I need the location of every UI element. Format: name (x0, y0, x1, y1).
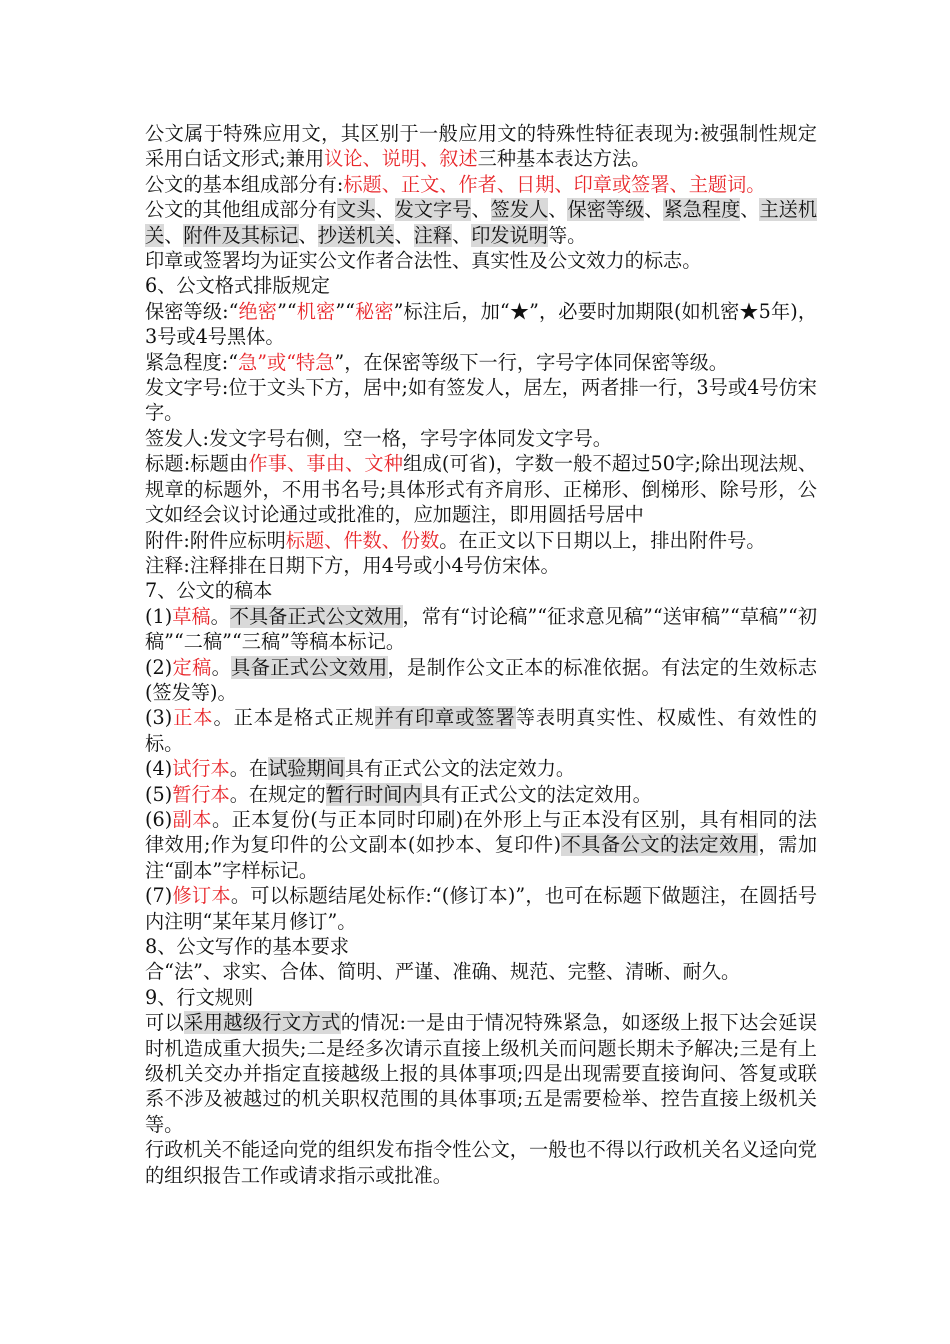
highlighted-term: 抄送机关 (317, 223, 395, 247)
highlighted-term: 注释 (413, 223, 452, 247)
paragraph (145, 426, 817, 451)
paragraph (145, 248, 817, 273)
highlighted-term: 采用越级行文方式 (184, 1011, 341, 1035)
text-run: 、 (375, 198, 395, 222)
text-run: 。在 (229, 757, 269, 781)
text-run: 等表明真实性、权威性、有效性的标。 (145, 706, 818, 755)
text-run: 、 (394, 223, 414, 247)
text-run: 、 (644, 198, 664, 222)
text-run: 、 (452, 223, 472, 247)
text-run: 具有正式公文的法定效用。 (421, 782, 652, 806)
paragraph (145, 197, 817, 248)
highlighted-term: 暂行时间内 (325, 782, 422, 806)
text-run: 8、公文写作的基本要求 (145, 935, 350, 958)
text-run: 。正本复份(与正本同时印刷)在外形上与正本没有区别，具有相同的法律效用;作为复印件的公文副本(如抄本、复印件) (145, 807, 817, 857)
highlighted-term: 附件及其标记 (183, 223, 299, 247)
text-run: 三种基本表达方法。 (477, 147, 651, 171)
text-run: 公文的基本组成部分有: (145, 172, 344, 196)
text-run: ，常有“讨论稿”“征求意见稿”“送审稿”“草稿”“初稿”“二稿”“三稿”等稿本标记。 (145, 604, 818, 654)
text-run: 具有正式公文的法定效力。 (344, 757, 576, 781)
text-run: 。 (211, 655, 232, 679)
text-run: 附件:附件应标明 (145, 528, 286, 552)
highlighted-term: 并有印章或签署 (374, 706, 516, 730)
text-run: 7、公文的稿本 (145, 579, 273, 603)
text-run: 标题:标题由 (145, 452, 249, 476)
text-run: 可以 (145, 1011, 185, 1035)
text-run: 。在正文以下日期以上，排出附件号。 (439, 528, 766, 552)
paragraph (145, 299, 817, 350)
paragraph (145, 1137, 817, 1188)
text-run: ”“ (335, 299, 355, 323)
text-run: ，是制作公文正本的标准依据。有法定的生效标志(签发等)。 (145, 655, 818, 704)
highlighted-term: 紧急程度 (663, 198, 741, 222)
paragraph (145, 604, 817, 655)
text-run: 注释:注释排在日期下方，用4号或小4号仿宋体。 (145, 553, 560, 577)
highlighted-term: 不具备公文的法定效用 (561, 833, 759, 857)
text-run: 签发人:发文字号右侧，空一格，字号字体同发文字号。 (145, 426, 612, 450)
text-run: 发文字号:位于文头下方，居中;如有签发人，居左，两者排一行，3号或4号仿宋字。 (145, 376, 817, 425)
text-run: (7) (145, 884, 173, 908)
text-run: 公文的其他组成部分有 (145, 198, 338, 222)
paragraph (145, 934, 817, 959)
paragraph (145, 350, 817, 375)
text-run: 、 (740, 198, 760, 222)
paragraph (145, 375, 817, 426)
text-run: 6、公文格式排版规定 (145, 274, 330, 298)
highlighted-term: 签发人 (490, 198, 549, 222)
paragraph (145, 959, 817, 984)
red-term: 副本 (172, 807, 212, 831)
paragraph (145, 655, 817, 706)
highlighted-term: 文头 (337, 198, 376, 222)
highlighted-term: 印发说明 (471, 223, 548, 247)
text-run: 合“法”、求实、合体、简明、严谨、准确、规范、完整、清晰、耐久。 (145, 960, 741, 984)
red-term: 机密 (296, 299, 336, 323)
paragraph (145, 705, 817, 756)
highlighted-term: 保密等级 (567, 198, 645, 222)
red-term: 议论、说明、叙述 (324, 147, 478, 171)
red-term: 正本 (172, 706, 214, 730)
text-run: 、 (298, 223, 318, 247)
text-run: (6) (145, 807, 173, 831)
red-term: 秘密 (354, 299, 394, 323)
text-run: 、 (548, 198, 568, 222)
text-run: 、 (471, 198, 491, 222)
paragraph (145, 807, 817, 883)
highlighted-term: 主送机关 (145, 198, 818, 247)
paragraph (145, 578, 817, 603)
text-run: (4) (145, 757, 173, 781)
highlighted-term: 具备正式公文效用 (231, 655, 388, 679)
highlighted-term: 发文字号 (394, 198, 472, 222)
text-run: 。在规定的 (229, 782, 326, 806)
text-run: ”，在保密等级下一行，字号字体同保密等级。 (334, 350, 728, 374)
text-run: ”“ (277, 299, 297, 323)
red-term: 急”或“特急 (238, 350, 335, 374)
red-term: 修订本 (172, 884, 231, 908)
red-term: 作事、事由、文种 (248, 452, 404, 476)
paragraph (145, 756, 817, 781)
text-run: 行政机关不能迳向党的组织发布指令性公文，一般也不得以行政机关名义迳向党的组织报告工作或请求指示或批准。 (145, 1138, 817, 1187)
text-run: ”标注后，加“★”，必要时加期限(如机密★5年)，3号或4号黑体。 (145, 299, 818, 349)
paragraph (145, 883, 817, 934)
paragraph (145, 1010, 817, 1137)
text-run: 紧急程度:“ (145, 350, 239, 374)
red-term: 试行本 (172, 757, 230, 781)
text-run: 保密等级:“ (145, 299, 239, 323)
text-run: (3) (145, 706, 173, 730)
red-term: 定稿 (172, 655, 212, 679)
red-term: 草稿 (172, 604, 211, 628)
text-run: 等。 (547, 223, 587, 247)
text-run: 公文属于特殊应用文，其区别于一般应用文的特殊性特征表现为:被强制性规定采用白话文形式;兼用 (145, 122, 817, 171)
text-run: (5) (145, 782, 173, 806)
highlighted-term: 不具备正式公文效用 (229, 604, 403, 628)
paragraph (145, 528, 817, 553)
red-term: 标题、件数、份数 (285, 528, 440, 552)
text-run: (2) (145, 655, 173, 679)
paragraph (145, 273, 817, 298)
text-run: 。可以标题结尾处标作:“(修订本)”，也可在标题下做题注，在圆括号内注明“某年某月修订”。 (145, 884, 818, 933)
text-run: 的情况:一是由于情况特殊紧急，如逐级上报下达会延误时机造成重大损失;二是经多次请示直接上级机关而问题长期未予解决;三是有上级机关交办并指定直接越级上报的具体事项;四是出现需要直接询问、答复或联系不涉及被越过的机关职权范围的具体事项;五是需要检举、控告直接上级机关等。 (145, 1011, 818, 1136)
red-term: 暂行本 (172, 782, 230, 806)
text-run: (1) (145, 604, 173, 628)
paragraph (145, 985, 817, 1010)
red-term: 绝密 (238, 299, 278, 323)
paragraph (145, 121, 817, 172)
highlighted-term: 试验期间 (268, 757, 345, 781)
paragraph (145, 172, 817, 197)
text-run: 、 (164, 223, 184, 247)
text-run: 。正本是格式正规 (213, 706, 375, 730)
text-run: 9、行文规则 (145, 985, 254, 1009)
paragraph (145, 553, 817, 578)
text-run: 印章或签署均为证实公文作者合法性、真实性及公文效力的标志。 (145, 249, 702, 273)
text-run: ，需加注“副本”字样标记。 (145, 833, 818, 882)
text-run: 组成(可省)，字数一般不超过50字;除出现法规、规章的标题外，不用书名号;具体形式有齐肩形、正梯形、倒梯形、除号形，公文如经会议讨论通过或批准的，应加题注，即用圆括号居中 (145, 452, 818, 527)
paragraph (145, 451, 817, 527)
red-term: 标题、正文、作者、日期、印章或签署、主题词。 (343, 172, 766, 196)
document-body (145, 121, 817, 1188)
paragraph (145, 782, 817, 807)
text-run: 。 (210, 604, 230, 628)
